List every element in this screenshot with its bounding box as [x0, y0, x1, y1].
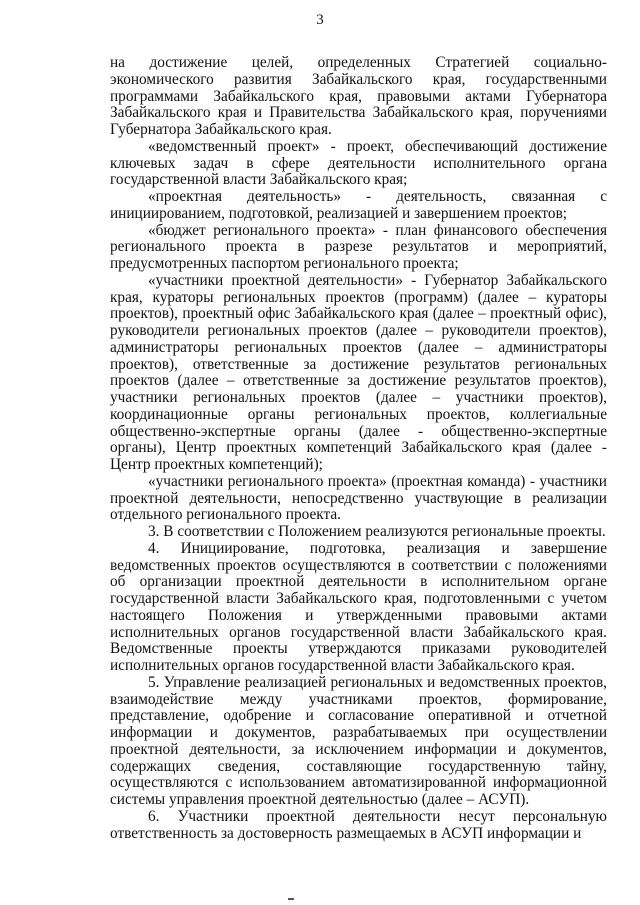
scan-mark [288, 898, 294, 900]
document-body [110, 55, 607, 842]
paragraph-definition-project-activity: «проектная деятельность» - деятельность, связанная с инициированием, подготовкой, реализацией и завершением проектов; [110, 188, 607, 222]
paragraph-item-6: 6. Участники проектной деятельности несут персональную ответственность за достоверность размещаемых в АСУП информации и [110, 807, 607, 842]
paragraph-definition-departmental-project: «ведомственный проект» - проект, обеспечивающий достижение ключевых задач в сфере деятельности исполнительного органа государственной власти Забайкальского края; [110, 137, 607, 189]
paragraph-continuation: на достижение целей, определенных Стратегией социально-экономического развития Забайкальского края, государственными программами Забайкальского края, правовыми актами Губернатора Забайкальского края и Правительства Забайкальского края, поручениями Губернатора Забайкальского края. [110, 54, 607, 138]
paragraph-definition-project-budget: «бюджет регионального проекта» - план финансового обеспечения регионального проекта в разрезе результатов и мероприятий, предусмотренных паспортом регионального проекта; [110, 221, 607, 272]
paragraph-item-3: 3. В соответствии с Положением реализуются региональные проекты. [148, 523, 606, 540]
paragraph-item-4: 4. Инициирование, подготовка, реализация и завершение ведомственных проектов осуществляются в соответствии с положениями об организации проектной деятельности в исполнительном органе государственной власти Забайкальского края, подготовленными с учетом настоящего Положения и утвержденными правовыми актами исполнительных органов государственной власти Забайкальского края. Ведомственные проекты утверждаются приказами руководителей исполнительных органов государственной власти Забайкальского края. [110, 539, 607, 674]
paragraph-definition-project-participants: «участники регионального проекта» (проектная команда) - участники проектной деятельности, непосредственно участвующие в реализации отдельного регионального проекта. [110, 472, 607, 524]
paragraph-item-5: 5. Управление реализацией региональных и ведомственных проектов, взаимодействие между участниками проектов, формирование, представление, одобрение и согласование оперативной и отчетной информации и документов, разрабатываемых при осуществлении проектной деятельности, за исключением информации и документов, содержащих сведения, составляющие государственную тайну, осуществляются с использованием автоматизированной информационной системы управления проектной деятельностью (далее – АСУП). [110, 673, 607, 808]
page-number: 3 [316, 12, 324, 28]
paragraph-definition-activity-participants: «участники проектной деятельности» - Губернатор Забайкальского края, кураторы региональных проектов (программ) (далее – кураторы проектов), проектный офис Забайкальского края (далее – проектный офис), руководители региональных проектов (далее – руководители проектов), администраторы региональных проектов (далее – администраторы проектов), ответственные за достижение результатов региональных проектов (далее – ответственные за достижение результатов проектов), участники региональных проектов (далее – участники проектов), координационные органы региональных проектов, коллегиальные общественно-экспертные органы (далее - общественно-экспертные органы), Центр проектных компетенций Забайкальского края (далее - Центр проектных компетенций); [110, 271, 607, 473]
